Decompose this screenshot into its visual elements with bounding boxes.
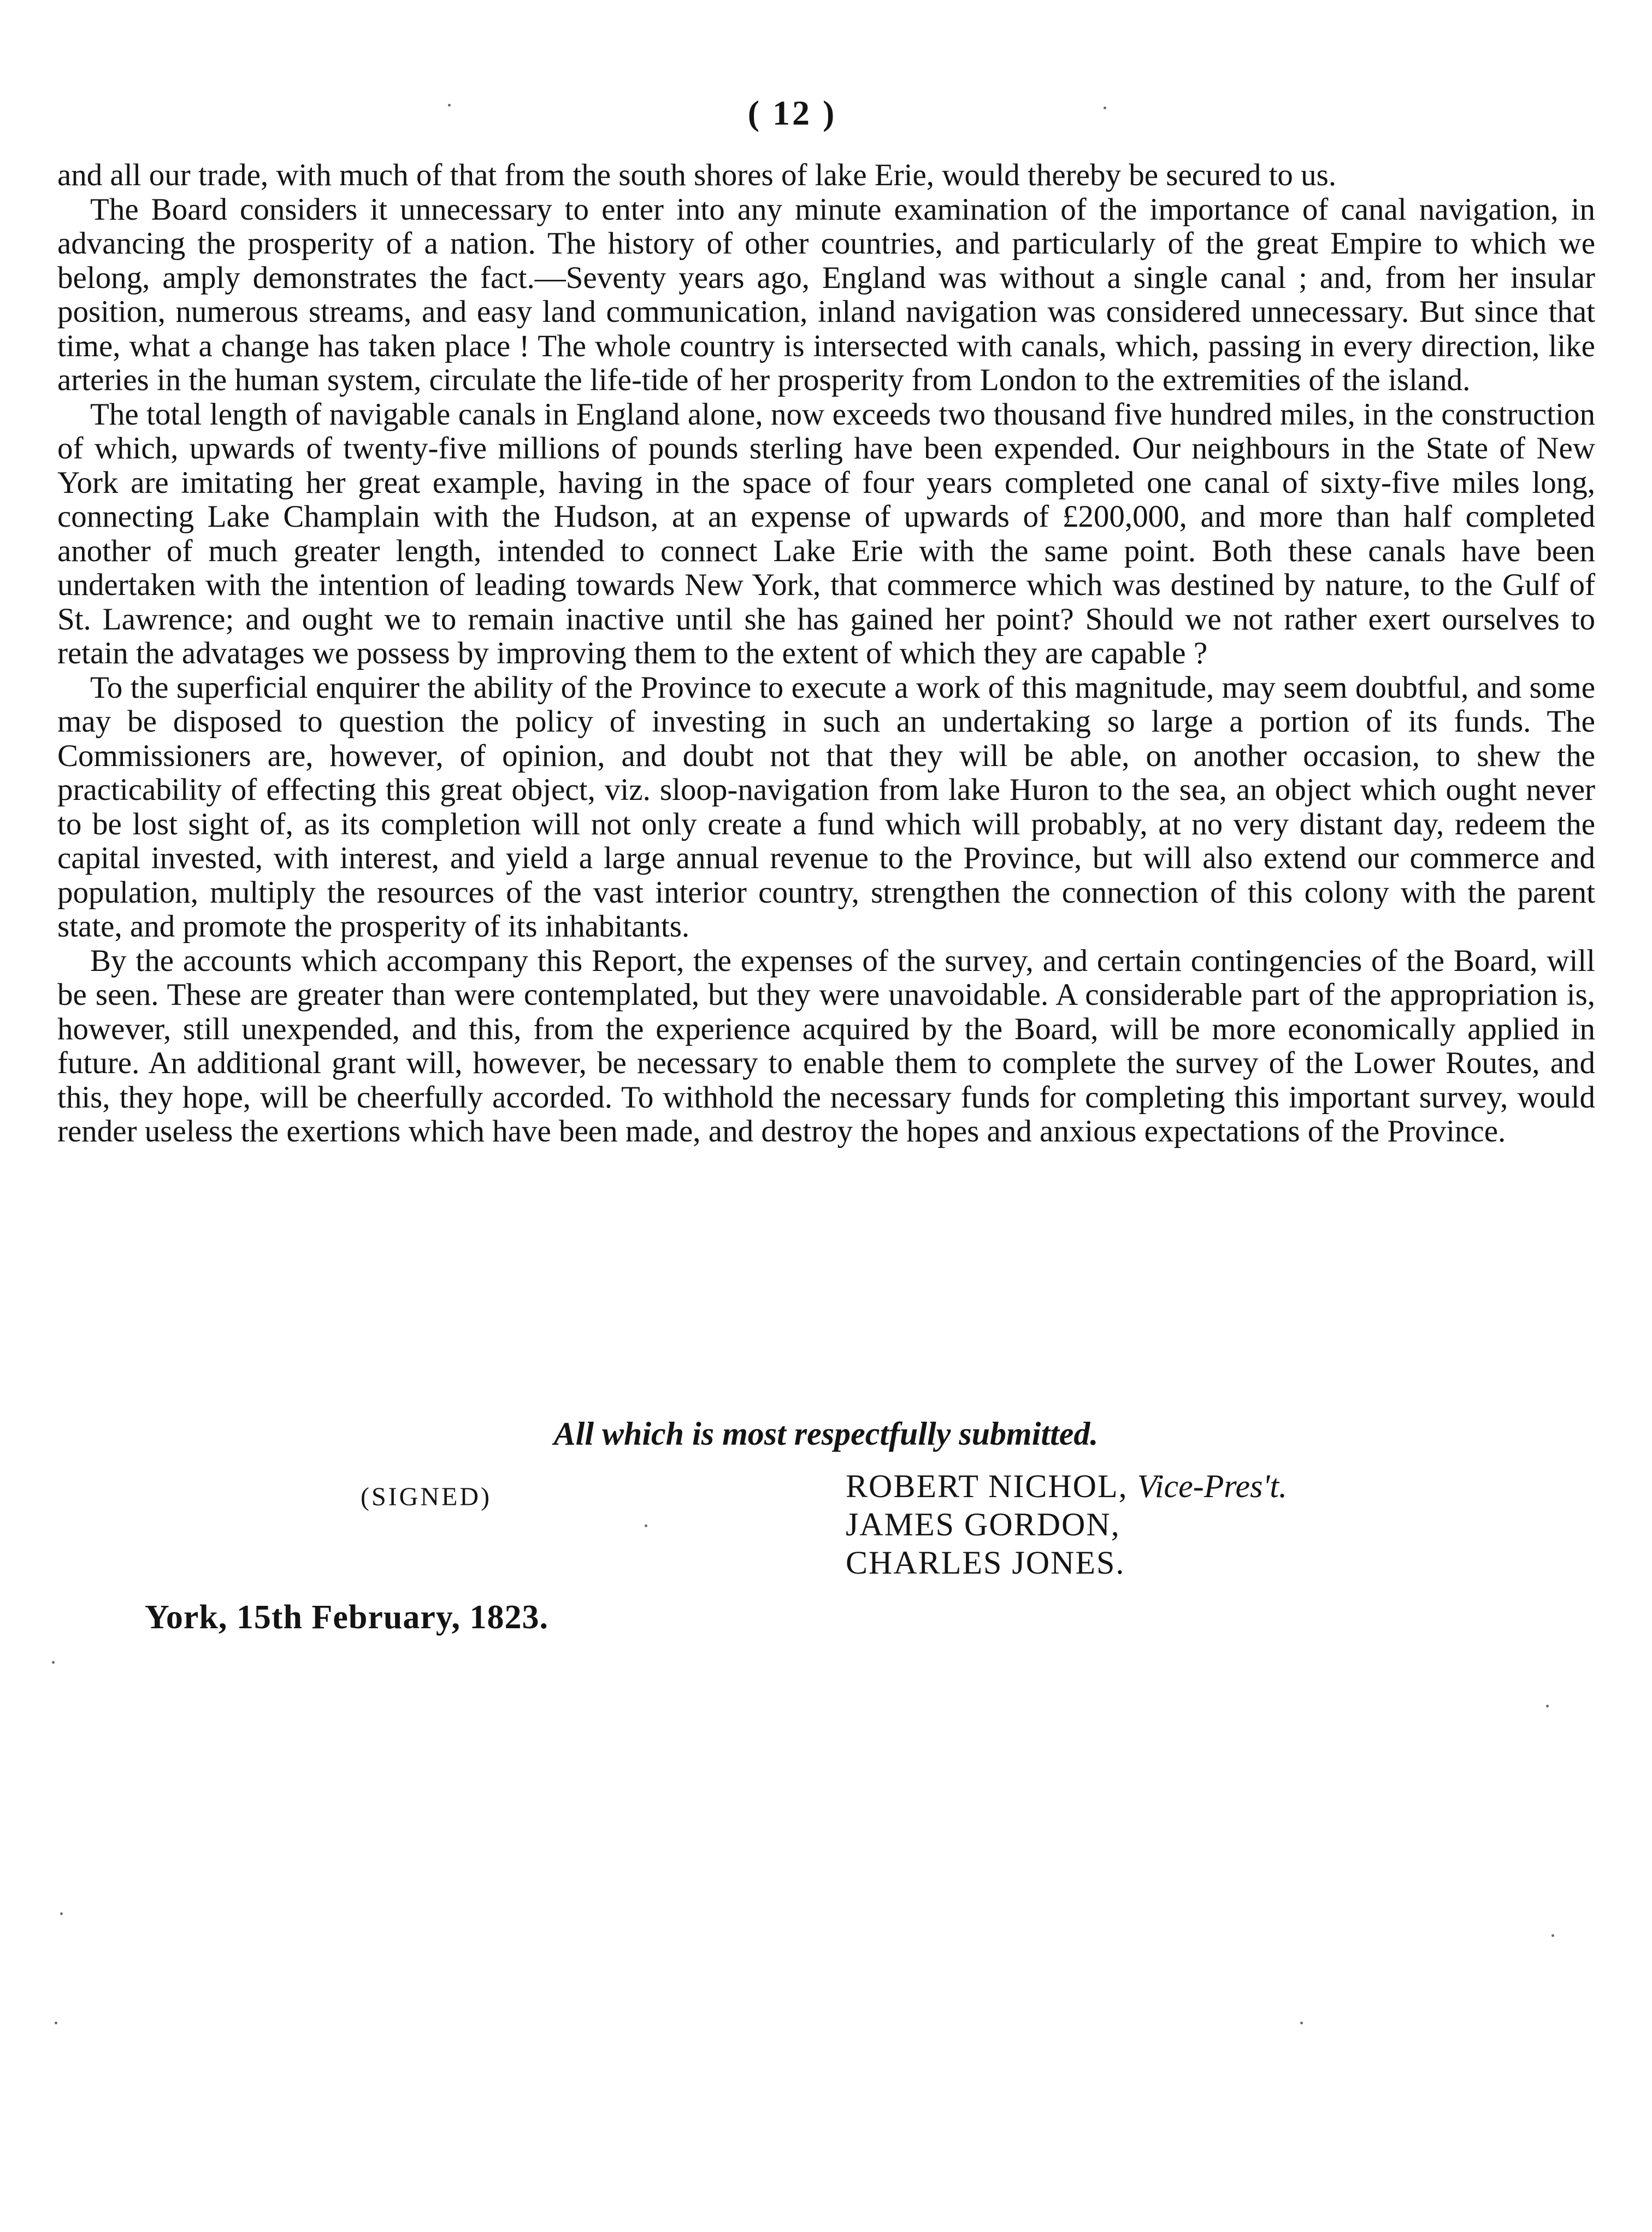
signatory-name: JAMES GORDON, [846, 1506, 1120, 1542]
paper-speck [52, 1661, 55, 1664]
signatory [846, 1467, 1287, 1505]
signatory-name: ROBERT NICHOL, [846, 1468, 1128, 1504]
signatory-title: Vice-Pres't. [1137, 1468, 1288, 1504]
signatories-block [846, 1467, 1287, 1582]
paper-speck [55, 2022, 57, 2024]
signed-label: (SIGNED) [361, 1482, 492, 1511]
paper-speck [448, 104, 451, 107]
paper-speck [1300, 2022, 1303, 2024]
signatory [846, 1505, 1287, 1544]
report-body [57, 158, 1595, 1149]
date-line: York, 15th February, 1823. [145, 1599, 548, 1636]
paper-speck [1551, 1934, 1554, 1937]
paragraph: and all our trade, with much of that from the south shores of lake Erie, would thereby be secured to us. [57, 158, 1337, 192]
paper-speck [1546, 1705, 1549, 1707]
paragraph: To the superficial enquirer the ability of the Province to execute a work of this magnitude, may seem doubtful, and some may be disposed to question the policy of investing in such an undertaking so large a portion of its funds. The Commissioners are, however, of opinion, and doubt not that they will be able, on another occasion, to shew the practicability of effecting this great object, viz. sloop-navigation from lake Huron to the sea, an object which ought never to be lost sight of, as its completion will not only create a fund which will probably, at no very distant day, redeem the capital invested, with interest, and yield a large annual revenue to the Province, but will also extend our commerce and population, multiply the resources of the vast interior country, strengthen the connection of this colony with the parent state, and promote the prosperity of its inhabitants. [57, 670, 1595, 944]
paper-speck [645, 1524, 647, 1527]
paper-speck [1104, 107, 1106, 109]
signatory [846, 1544, 1287, 1582]
paper-speck [60, 1912, 63, 1915]
paragraph: The total length of navigable canals in England alone, now exceeds two thousand five hundred miles, in the construction of which, upwards of twenty-five millions of pounds sterling have been expended. Our neighbours in the State of New York are imitating her great example, having in the space of four years completed one canal of sixty-five miles long, connecting Lake Champlain with the Hudson, at an expense of upwards of £200,000, and more than half completed another of much greater length, intended to connect Lake Erie with the same point. Both these canals have been undertaken with the intention of leading towards New York, that commerce which was destined by nature, to the Gulf of St. Lawrence; and ought we to remain inactive until she has gained her point? Should we not rather exert ourselves to retain the advatages we possess by improving them to the extent of which they are capable ? [57, 397, 1595, 670]
closing-line: All which is most respectfully submitted. [553, 1416, 1099, 1452]
paragraph: The Board considers it unnecessary to enter into any minute examination of the importance of canal navigation, in advancing the prosperity of a nation. The history of other countries, and particularly of the great Empire to which we belong, amply demonstrates the fact.—Seventy years ago, England was without a single canal ; and, from her insular position, numerous streams, and easy land communication, inland navigation was considered unnecessary. But since that time, what a change has taken place ! The whole country is intersected with canals, which, passing in every direction, like arteries in the human system, circulate the life-tide of her prosperity from London to the extremities of the island. [57, 192, 1595, 397]
signatory-name: CHARLES JONES. [846, 1545, 1125, 1581]
page-number: ( 12 ) [747, 93, 837, 132]
paragraph: By the accounts which accompany this Report, the expenses of the survey, and certain contingencies of the Board, will be seen. These are greater than were contemplated, but they were unavoidable. A considerable part of the appropriation is, however, still unexpended, and this, from the experience acquired by the Board, will be more economically applied in future. An additional grant will, however, be necessary to enable them to complete the survey of the Lower Routes, and this, they hope, will be cheerfully accorded. To withhold the necessary funds for completing this important survey, would render useless the exertions which have been made, and destroy the hopes and anxious expectations of the Province. [57, 943, 1595, 1149]
